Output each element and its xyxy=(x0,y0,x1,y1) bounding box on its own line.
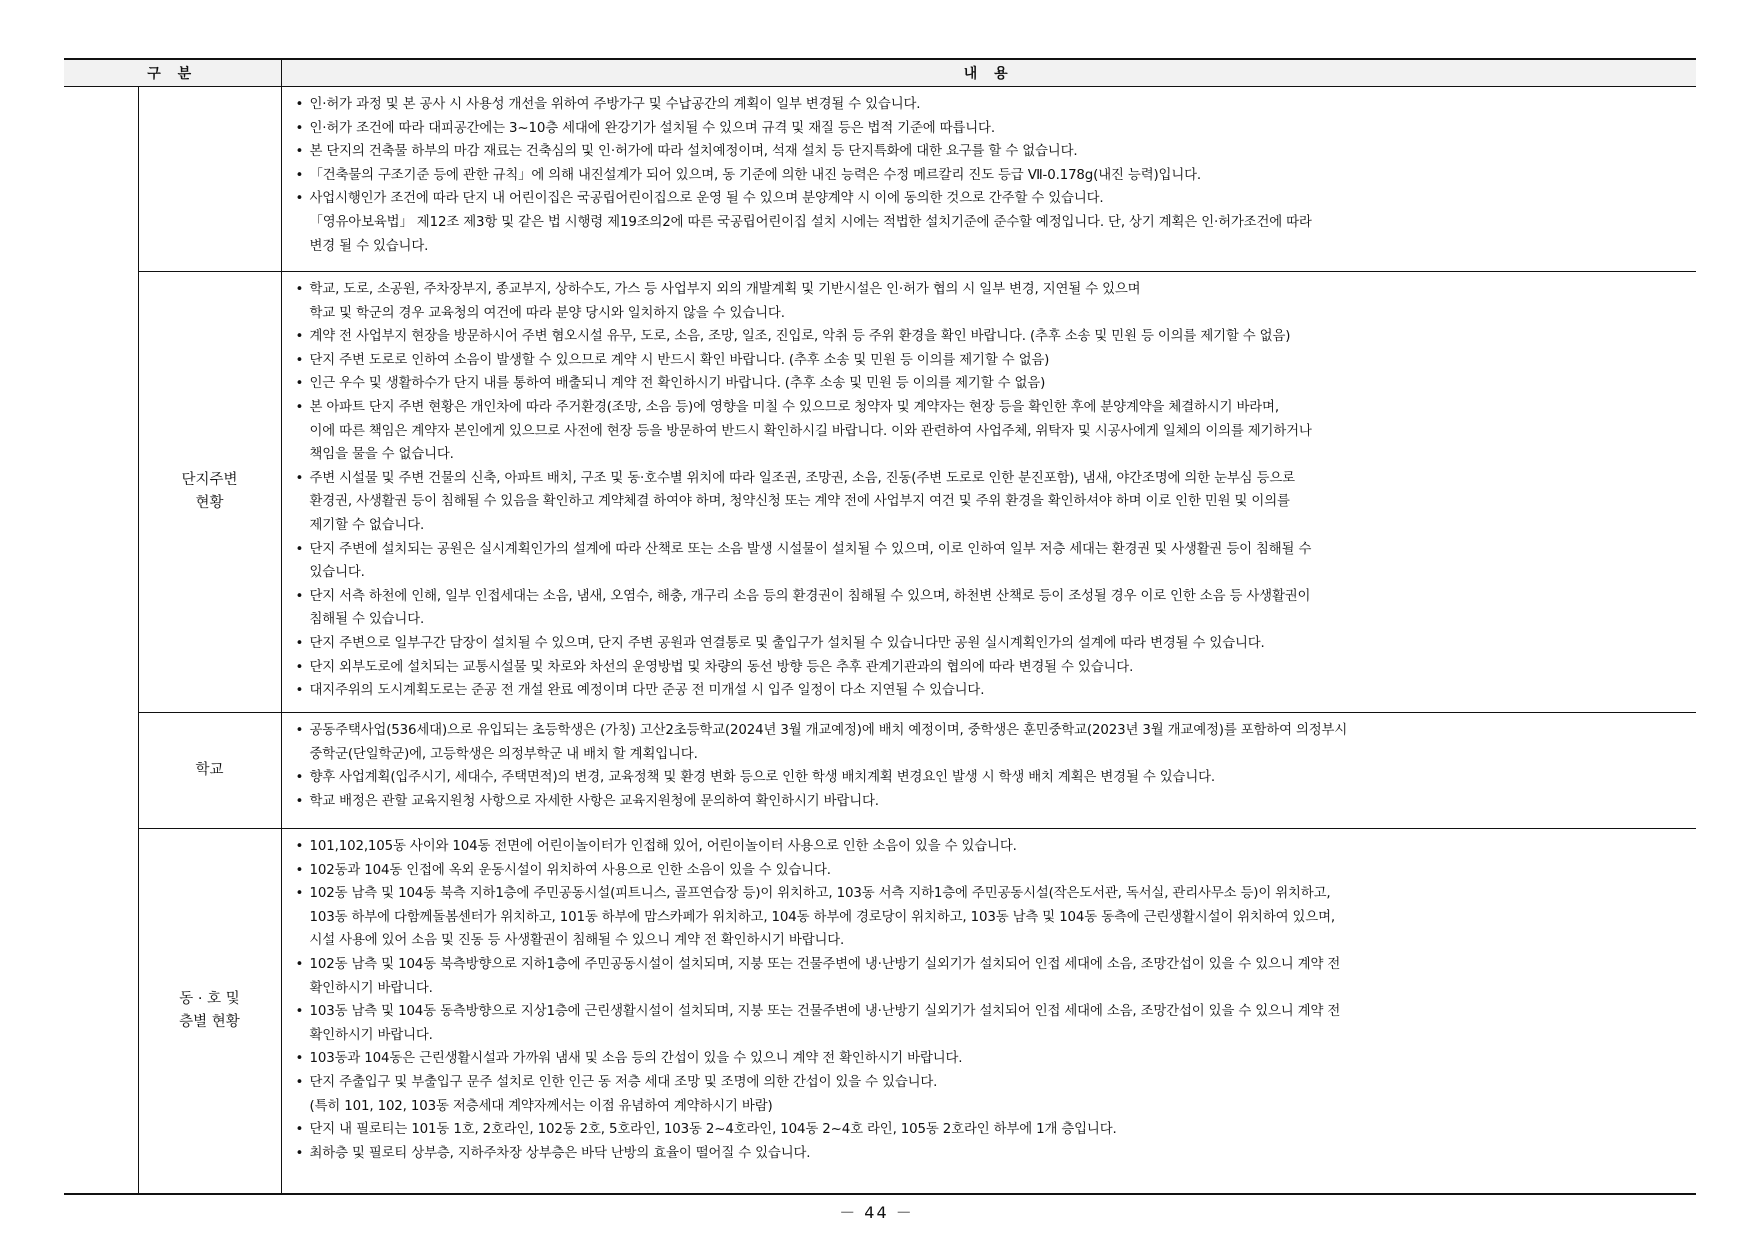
notice-table xyxy=(64,58,1696,1195)
bullet-list xyxy=(296,835,1689,1165)
content-cell xyxy=(281,829,1696,1195)
list-item: • 인근 우수 및 생활하수가 단지 내를 통하여 배출되니 계약 전 확인하시기 바랍니다. (추후 소송 및 민원 등 이의를 제기할 수 없음) xyxy=(296,372,1689,396)
list-item: • 인·허가 과정 및 본 공사 시 사용성 개선을 위하여 주방가구 및 수납공간의 계획이 일부 변경될 수 있습니다. xyxy=(296,93,1689,117)
list-item: • 「건축물의 구조기준 등에 관한 규칙」에 의해 내진설계가 되어 있으며, 동 기준에 의한 내진 능력은 수정 메르칼리 진도 등급 Ⅶ-0.178g(내진 능력)입니다. xyxy=(296,164,1689,188)
list-item: • 단지 외부도로에 설치되는 교통시설물 및 차로와 차선의 운영방법 및 차량의 동선 방향 등은 추후 관계기관과의 협의에 따라 변경될 수 있습니다. xyxy=(296,656,1689,680)
list-item: • 102동과 104동 인접에 옥외 운동시설이 위치하여 사용으로 인한 소음이 있을 수 있습니다. xyxy=(296,859,1689,883)
table-row xyxy=(64,713,1696,829)
content-cell xyxy=(281,713,1696,829)
header-category: 구 분 xyxy=(64,59,281,87)
table-row xyxy=(64,829,1696,1195)
table-header-row xyxy=(64,59,1696,87)
list-item: • 공동주택사업(536세대)으로 유입되는 초등학생은 (가칭) 고산2초등학교(2024년 3월 개교예정)에 배치 예정이며, 중학생은 훈민중학교(2023년 3월 개교예정)를 포함하여 의정부시 중학군(단일학군)에, 고등학생은 의정부학군 내 배치 할 계획입니다. xyxy=(296,719,1689,766)
bullet-list xyxy=(296,278,1689,703)
list-item: • 향후 사업계획(입주시기, 세대수, 주택면적)의 변경, 교육정책 및 환경 변화 등으로 인한 학생 배치계획 변경요인 발생 시 학생 배치 계획은 변경될 수 있습니다. xyxy=(296,766,1689,790)
page-number: － 44 － xyxy=(839,1203,914,1222)
list-item: • 102동 남측 및 104동 북측 지하1층에 주민공동시설(피트니스, 골프연습장 등)이 위치하고, 103동 서측 지하1층에 주민공동시설(작은도서관, 독서실, 관리사무소 등)이 위치하고, 103동 하부에 다함께돌봄센터가 위치하고, 101동 하부에 맘스카페가 위치하고, 104동 하부에 경로당이 위치하고, 103동 남측 및 104동 동측에 근린생활시설이 위치하여 있으며, 시설 사용에 있어 소음 및 진동 등 사생활권이 침해될 수 있으니 계약 전 확인하시기 바랍니다. xyxy=(296,882,1689,953)
category-label: 동 · 호 및 층별 현황 xyxy=(179,991,240,1030)
list-item: • 최하층 및 필로티 상부층, 지하주차장 상부층은 바닥 난방의 효율이 떨어질 수 있습니다. xyxy=(296,1142,1689,1166)
list-item: • 101,102,105동 사이와 104동 전면에 어린이놀이터가 인접해 있어, 어린이놀이터 사용으로 인한 소음이 있을 수 있습니다. xyxy=(296,835,1689,859)
list-item: • 주변 시설물 및 주변 건물의 신축, 아파트 배치, 구조 및 동·호수별 위치에 따라 일조권, 조망권, 소음, 진동(주변 도로로 인한 분진포함), 냄새, 야간조명에 의한 눈부심 등으로 환경권, 사생활권 등이 침해될 수 있음을 확인하고 계약체결 하여야 하며, 청약신청 또는 계약 전에 사업부지 여건 및 주위 환경을 확인하셔야 하며 이로 인한 민원 및 이의를 제기할 수 없습니다. xyxy=(296,467,1689,538)
category-cell xyxy=(138,713,281,829)
category-cell xyxy=(138,87,281,272)
content-cell xyxy=(281,87,1696,272)
category-label: 학교 xyxy=(195,762,224,778)
category-label: 단지주변 현황 xyxy=(181,472,238,511)
header-content: 내 용 xyxy=(281,59,1696,87)
list-item: • 사업시행인가 조건에 따라 단지 내 어린이집은 국공립어린이집으로 운영 될 수 있으며 분양계약 시 이에 동의한 것으로 간주할 수 있습니다. 「영유아보육법」 제12조 제3항 및 같은 법 시행령 제19조의2에 따른 국공립어린이집 설치 시에는 적법한 설치기준에 준수할 예정입니다. 단, 상기 계획은 인·허가조건에 따라 변경 될 수 있습니다. xyxy=(296,187,1689,258)
list-item: • 단지 주출입구 및 부출입구 문주 설치로 인한 인근 동 저층 세대 조망 및 조명에 의한 간섭이 있을 수 있습니다. (특히 101, 102, 103동 저층세대 계약자께서는 이점 유념하여 계약하시기 바람) xyxy=(296,1071,1689,1118)
list-item: • 단지 내 필로티는 101동 1호, 2호라인, 102동 2호, 5호라인, 103동 2~4호라인, 104동 2~4호 라인, 105동 2호라인 하부에 1개 층입니다. xyxy=(296,1118,1689,1142)
list-item: • 단지 서측 하천에 인해, 일부 인접세대는 소음, 냄새, 오염수, 해충, 개구리 소음 등의 환경권이 침해될 수 있으며, 하천변 산책로 등이 조성될 경우 이로 인한 소음 등 사생활권이 침해될 수 있습니다. xyxy=(296,585,1689,632)
bullet-list xyxy=(296,719,1689,813)
list-item: • 학교 배정은 관할 교육지원청 사항으로 자세한 사항은 교육지원청에 문의하여 확인하시기 바랍니다. xyxy=(296,790,1689,814)
list-item: • 계약 전 사업부지 현장을 방문하시어 주변 혐오시설 유무, 도로, 소음, 조망, 일조, 진입로, 악취 등 주위 환경을 확인 바랍니다. (추후 소송 및 민원 등 이의를 제기할 수 없음) xyxy=(296,325,1689,349)
list-item: • 학교, 도로, 소공원, 주차장부지, 종교부지, 상하수도, 가스 등 사업부지 외의 개발계획 및 기반시설은 인·허가 협의 시 일부 변경, 지연될 수 있으며 학교 및 학군의 경우 교육청의 여건에 따라 분양 당시와 일치하지 않을 수 있습니다. xyxy=(296,278,1689,325)
list-item: • 본 단지의 건축물 하부의 마감 재료는 건축심의 및 인·허가에 따라 설치예정이며, 석재 설치 등 단지특화에 대한 요구를 할 수 없습니다. xyxy=(296,140,1689,164)
list-item: • 102동 남측 및 104동 북측방향으로 지하1층에 주민공동시설이 설치되며, 지붕 또는 건물주변에 냉·난방기 실외기가 설치되어 인접 세대에 소음, 조망간섭이 있을 수 있으니 계약 전 확인하시기 바랍니다. xyxy=(296,953,1689,1000)
category-cell xyxy=(138,272,281,713)
list-item: • 인·허가 조건에 따라 대피공간에는 3~10층 세대에 완강기가 설치될 수 있으며 규격 및 재질 등은 법적 기준에 따릅니다. xyxy=(296,117,1689,141)
list-item: • 단지 주변으로 일부구간 담장이 설치될 수 있으며, 단지 주변 공원과 연결통로 및 출입구가 설치될 수 있습니다만 공원 실시계획인가의 설계에 따라 변경될 수 있습니다. xyxy=(296,632,1689,656)
content-cell xyxy=(281,272,1696,713)
list-item: • 본 아파트 단지 주변 현황은 개인차에 따라 주거환경(조망, 소음 등)에 영향을 미칠 수 있으므로 청약자 및 계약자는 현장 등을 확인한 후에 분양계약을 체결하시기 바라며, 이에 따른 책임은 계약자 본인에게 있으므로 사전에 현장 등을 방문하여 반드시 확인하시길 바랍니다. 이와 관련하여 사업주체, 위탁자 및 시공사에게 일체의 이의를 제기하거나 책임을 물을 수 없습니다. xyxy=(296,396,1689,467)
category-cell xyxy=(138,829,281,1195)
table-row xyxy=(64,87,1696,272)
outer-category-cell xyxy=(64,87,138,1195)
table-row xyxy=(64,272,1696,713)
list-item: • 단지 주변 도로로 인하여 소음이 발생할 수 있으므로 계약 시 반드시 확인 바랍니다. (추후 소송 및 민원 등 이의를 제기할 수 없음) xyxy=(296,349,1689,373)
list-item: • 103동과 104동은 근린생활시설과 가까워 냄새 및 소음 등의 간섭이 있을 수 있으니 계약 전 확인하시기 바랍니다. xyxy=(296,1047,1689,1071)
list-item: • 대지주위의 도시계획도로는 준공 전 개설 완료 예정이며 다만 준공 전 미개설 시 입주 일정이 다소 지연될 수 있습니다. xyxy=(296,679,1689,703)
bullet-list xyxy=(296,93,1689,258)
list-item: • 단지 주변에 설치되는 공원은 실시계획인가의 설계에 따라 산책로 또는 소음 발생 시설물이 설치될 수 있으며, 이로 인하여 일부 저층 세대는 환경권 및 사생활권 등이 침해될 수 있습니다. xyxy=(296,538,1689,585)
list-item: • 103동 남측 및 104동 동측방향으로 지상1층에 근린생활시설이 설치되며, 지붕 또는 건물주변에 냉·난방기 실외기가 설치되어 인접 세대에 소음, 조망간섭이 있을 수 있으니 계약 전 확인하시기 바랍니다. xyxy=(296,1000,1689,1047)
